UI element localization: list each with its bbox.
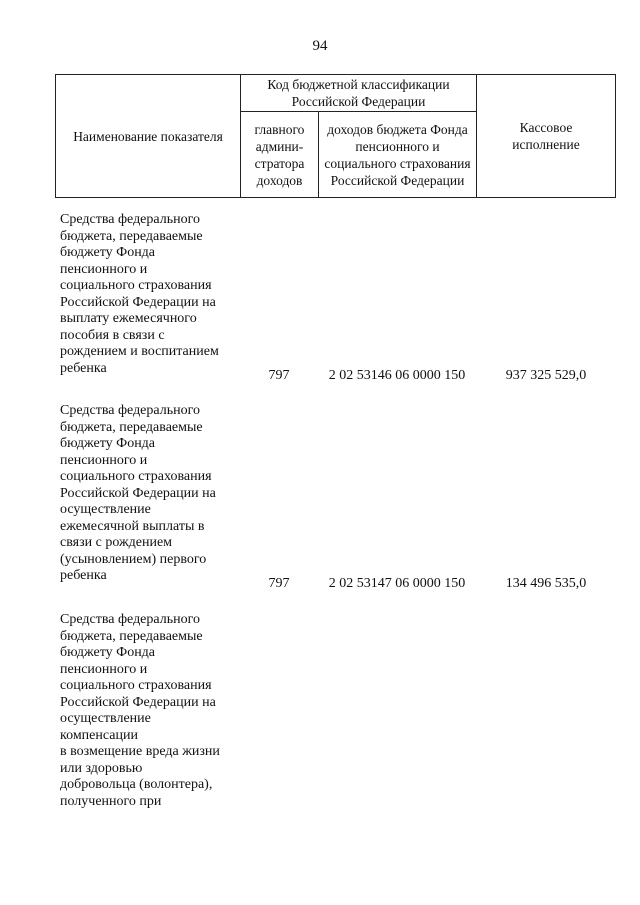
row-3-description [60, 612, 260, 810]
row-2-description [60, 403, 260, 585]
description-line: ежемесячной выплаты в [60, 518, 205, 534]
description-line: в возмещение вреда жизни [60, 744, 220, 759]
description-line: полученного при [60, 793, 162, 809]
description-line: компенсации [60, 727, 138, 743]
header-admin-cell [240, 111, 319, 198]
description-line: осуществление [60, 711, 151, 726]
header-budget-code-group-label: Код бюджетной классификации Российской Федерации [267, 77, 450, 109]
description-line: пособия в связи с [60, 327, 165, 343]
description-line: бюджету Фонда [60, 645, 156, 660]
header-indicator-cell [55, 74, 241, 198]
row-2-admin-code: 797 [268, 576, 290, 591]
page-number: 94 [312, 38, 328, 54]
description-line: социального страхования [60, 678, 212, 693]
description-line: бюджета, передаваемые [60, 419, 203, 435]
description-line: бюджета, передаваемые [60, 628, 203, 644]
description-line: Средства федерального [60, 403, 200, 418]
description-line: Российской Федерации на [60, 694, 216, 710]
description-line: добровольца (волонтера), [60, 777, 213, 792]
description-line: рождением и воспитанием [60, 344, 219, 359]
description-line: связи с рождением [60, 535, 173, 550]
description-line: (усыновлением) первого [60, 551, 207, 567]
description-line: выплату ежемесячного [60, 311, 197, 326]
header-revenue-label: доходов бюджета Фонда пенсионного и социального страхования Российской Федерации [324, 121, 471, 188]
row-1-amount: 937 325 529,0 [505, 368, 587, 383]
description-line: социального страхования [60, 469, 212, 484]
description-line: ребенка [60, 360, 107, 376]
header-budget-code-group-cell [240, 74, 477, 112]
header-indicator-label: Наименование показателя [73, 128, 223, 144]
row-1-description [60, 212, 260, 377]
header-cash-label: Кассовое исполнение [512, 120, 580, 152]
description-line: Средства федерального [60, 212, 200, 227]
description-line: пенсионного и [60, 261, 148, 277]
description-line: Российской Федерации на [60, 485, 216, 501]
description-line: ребенка [60, 568, 107, 583]
header-admin-label: главного админи-стратора доходов [254, 121, 305, 188]
row-1-admin-code: 797 [268, 368, 290, 383]
description-line: осуществление [60, 502, 151, 517]
description-line: Средства федерального [60, 612, 200, 627]
row-2-amount: 134 496 535,0 [505, 576, 587, 591]
row-1-revenue-code: 2 02 53146 06 0000 150 [328, 368, 466, 383]
description-line: бюджету Фонда [60, 436, 156, 451]
description-line: или здоровью [60, 760, 143, 776]
description-line: социального страхования [60, 278, 212, 293]
description-line: пенсионного и [60, 452, 148, 468]
header-revenue-cell [318, 111, 477, 198]
description-line: бюджета, передаваемые [60, 228, 203, 244]
description-line: Российской Федерации на [60, 294, 216, 310]
description-line: бюджету Фонда [60, 245, 156, 260]
header-cash-cell [476, 74, 616, 198]
row-2-revenue-code: 2 02 53147 06 0000 150 [328, 576, 466, 591]
description-line: пенсионного и [60, 661, 148, 677]
